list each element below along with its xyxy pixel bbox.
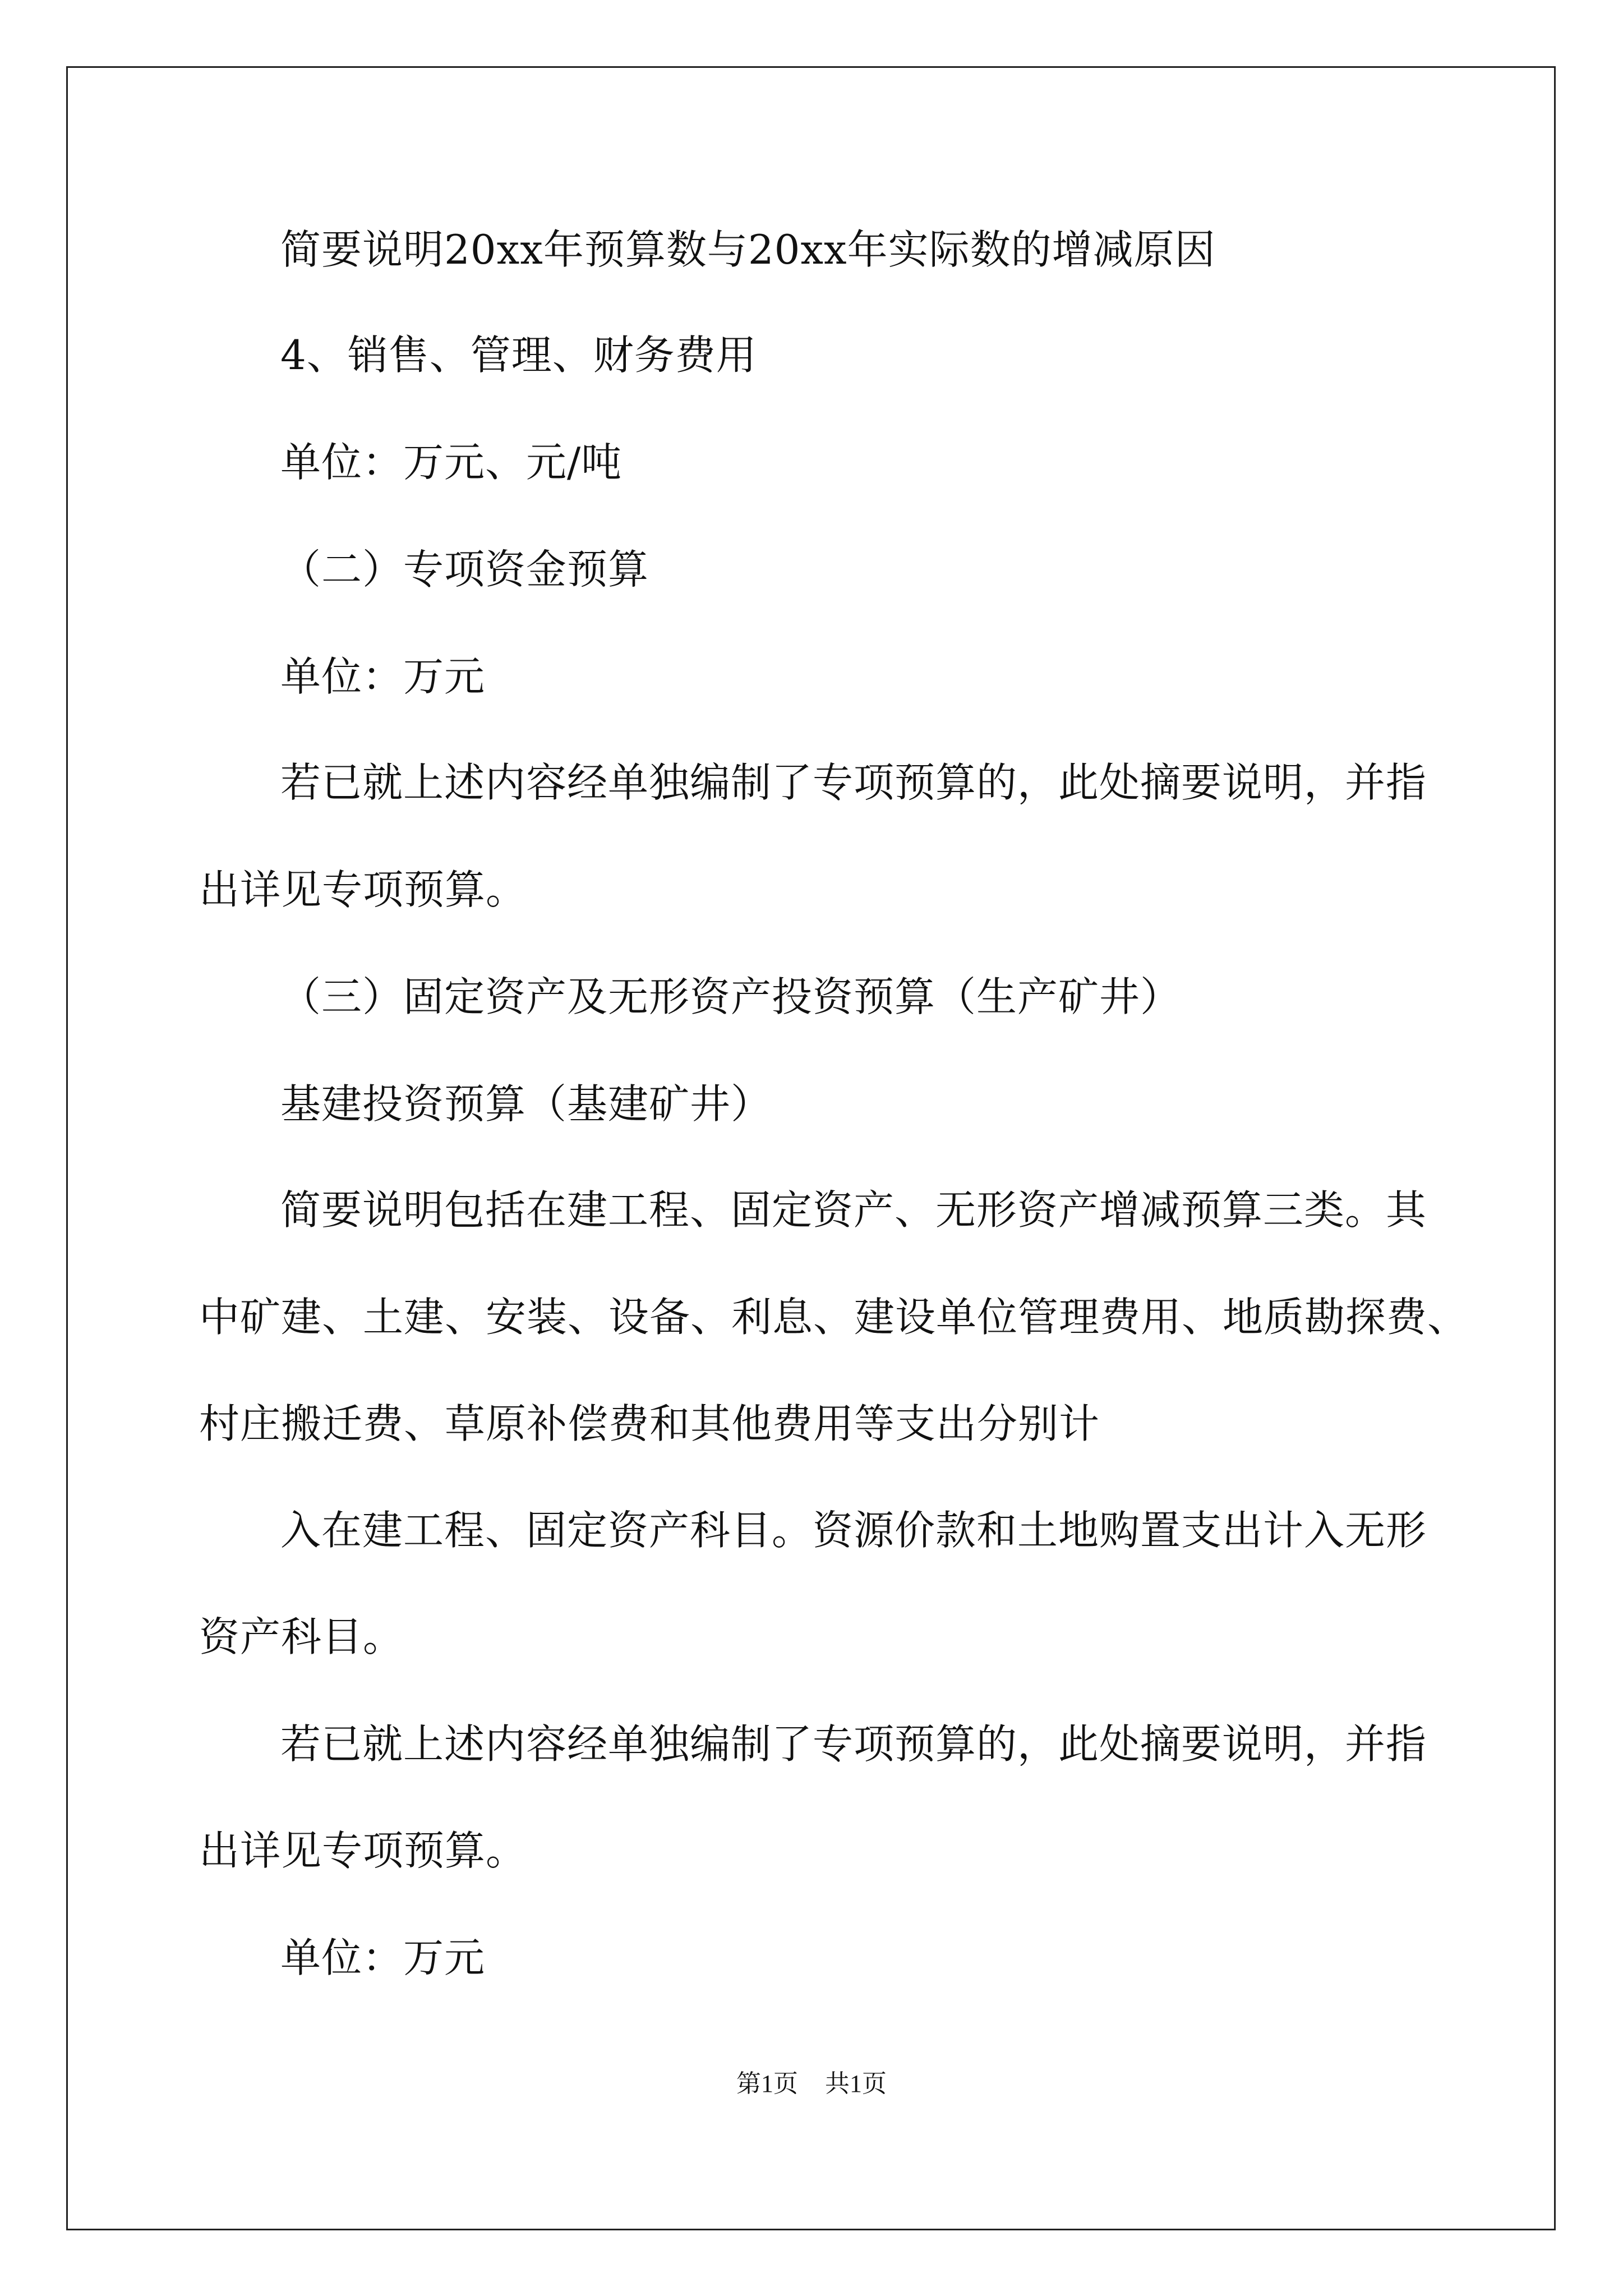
paragraph-line: 简要说明包括在建工程、固定资产、无形资产增减预算三类。其 (280, 1186, 1427, 1234)
page-number: 第1页 (736, 2070, 798, 2097)
paragraph-line: 单位：万元、元/吨 (280, 439, 623, 486)
paragraph-line: 资产科目。 (199, 1613, 404, 1660)
paragraph-line: 4、销售、管理、财务费用 (280, 332, 757, 379)
paragraph-line: 若已就上述内容经单独编制了专项预算的，此处摘要说明，并指 (280, 759, 1427, 806)
paragraph-line: 中矿建、土建、安装、设备、利息、建设单位管理费用、地质勘探费、 (199, 1294, 1469, 1341)
paragraph-line: 基建投资预算（基建矿井） (280, 1080, 772, 1128)
total-pages: 共1页 (825, 2070, 887, 2097)
page-border (66, 66, 1556, 2230)
section-heading: （三）固定资产及无形资产投资预算（生产矿井） (280, 973, 1182, 1020)
paragraph-line: 村庄搬迁费、草原补偿费和其他费用等支出分别计 (199, 1400, 1100, 1447)
section-heading: （二）专项资金预算 (280, 546, 649, 593)
paragraph-line: 若已就上述内容经单独编制了专项预算的，此处摘要说明，并指 (280, 1720, 1427, 1768)
paragraph-line: 出详见专项预算。 (199, 866, 527, 913)
page-footer (0, 2067, 1623, 2101)
paragraph-line: 出详见专项预算。 (199, 1827, 527, 1874)
paragraph-line: 单位：万元 (280, 653, 486, 700)
paragraph-line: 简要说明20xx年预算数与20xx年实际数的增减原因 (280, 226, 1216, 273)
paragraph-line: 单位：万元 (280, 1934, 486, 1981)
paragraph-line: 入在建工程、固定资产科目。资源价款和土地购置支出计入无形 (280, 1507, 1427, 1554)
